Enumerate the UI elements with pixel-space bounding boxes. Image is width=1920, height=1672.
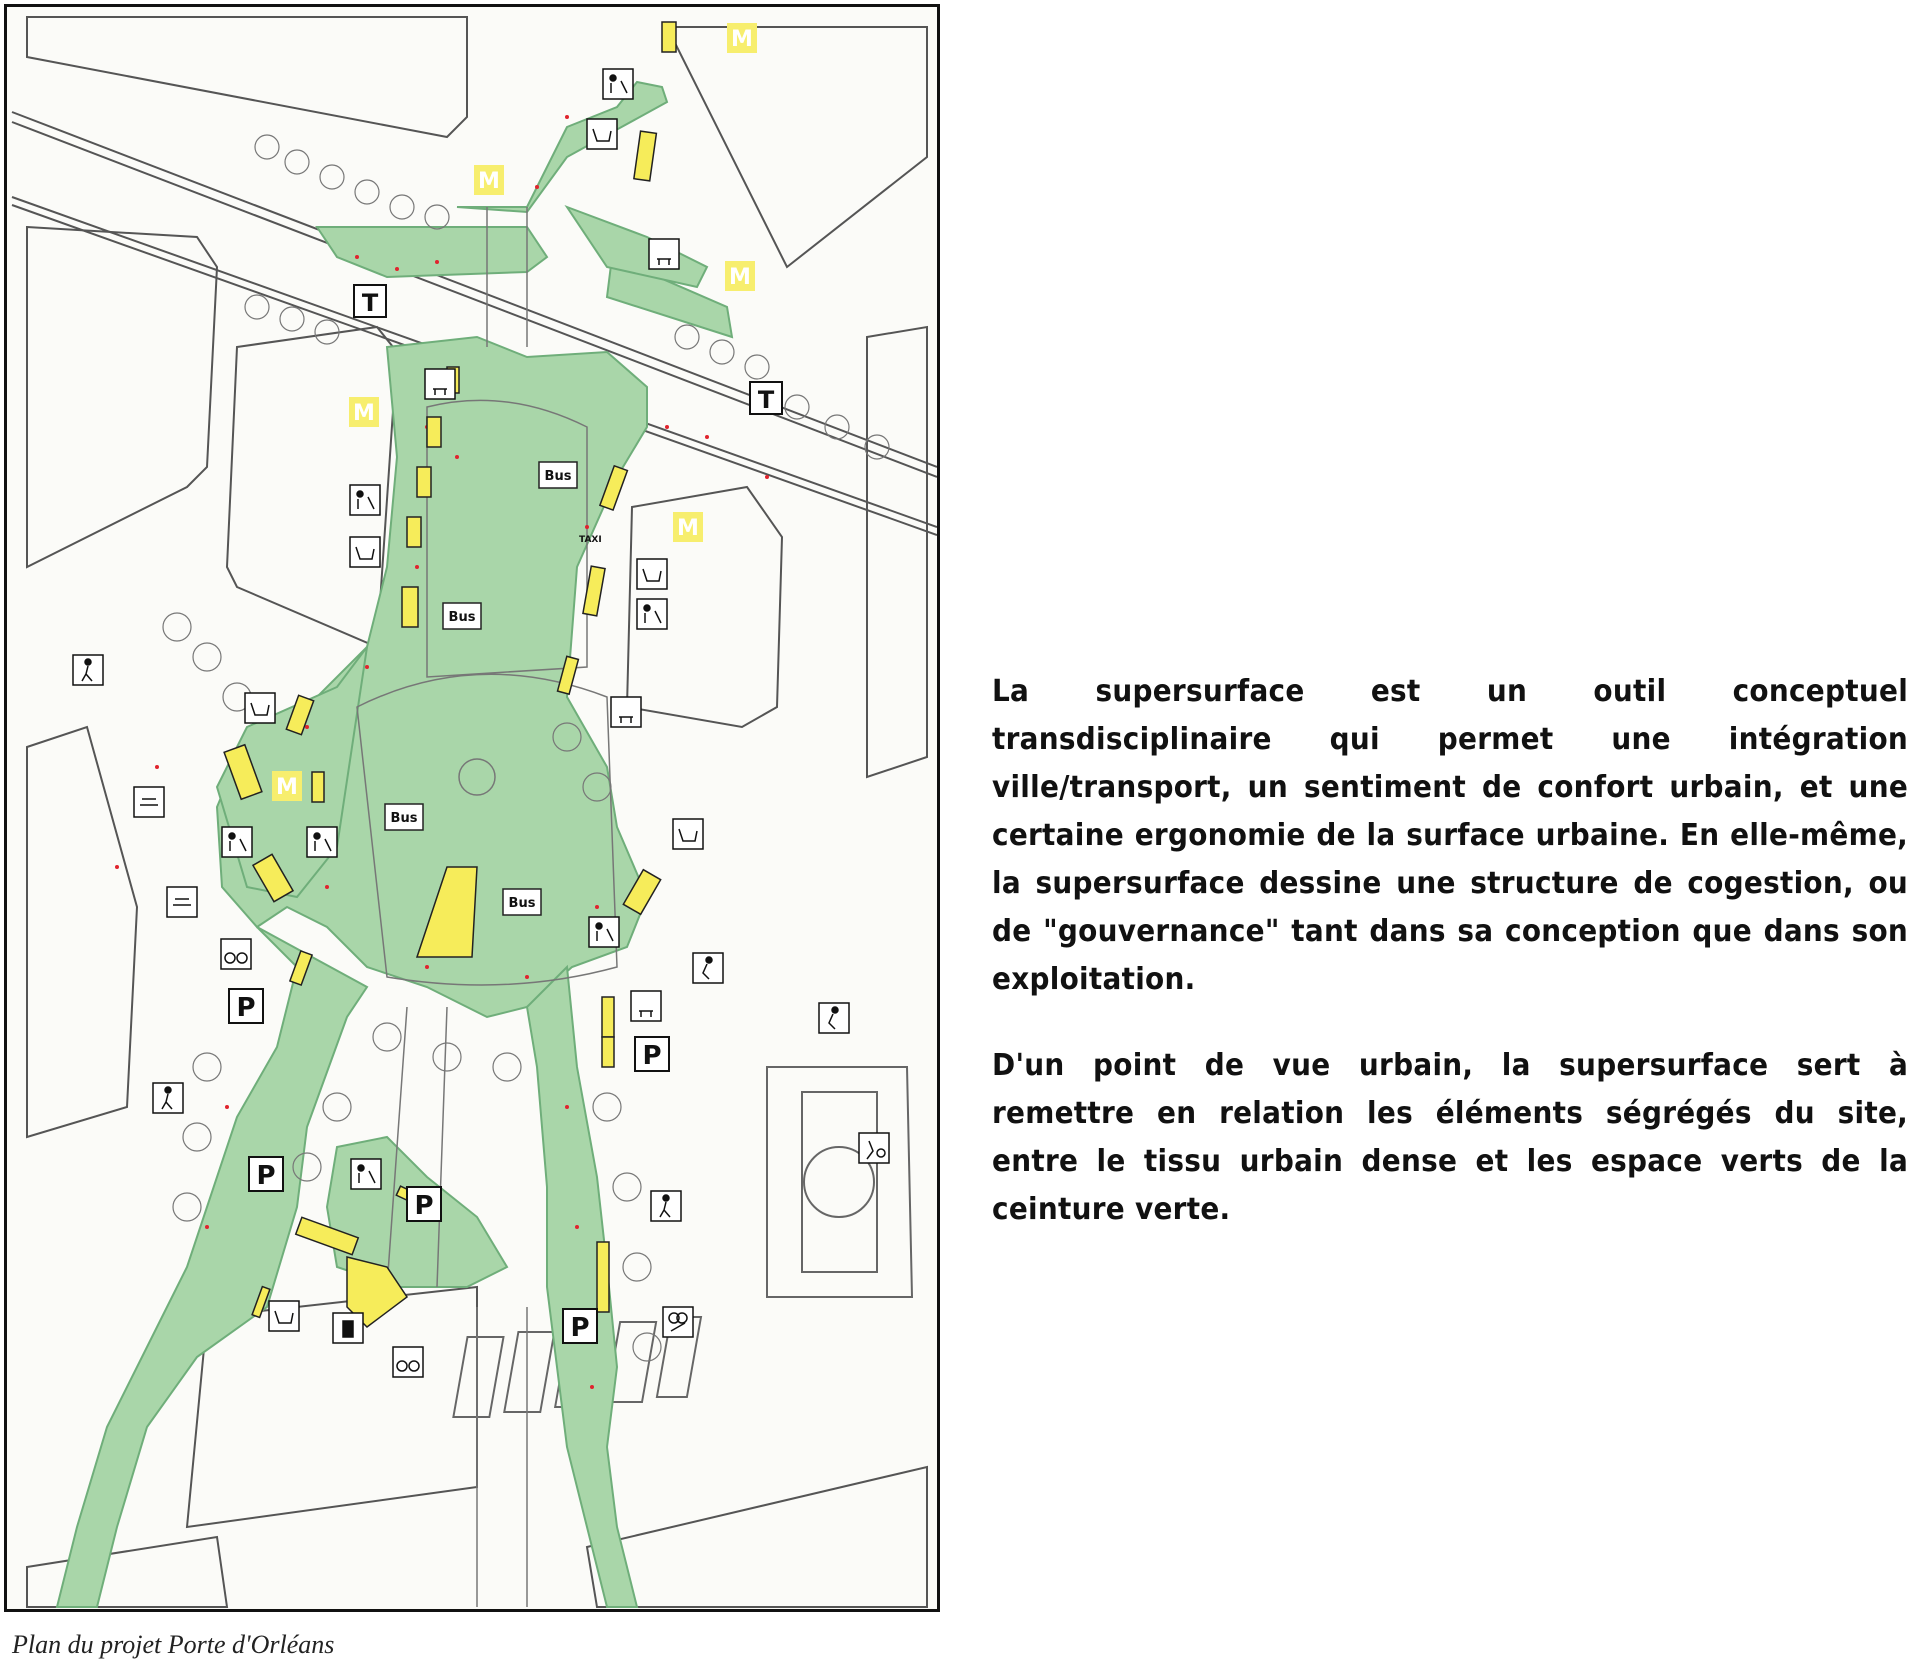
kiosk (312, 772, 324, 802)
tram-sign[interactable] (354, 285, 386, 317)
cafe-icon (222, 827, 252, 857)
pedestrian-icon (651, 1191, 681, 1221)
description-text (992, 668, 1908, 1272)
tram-sign[interactable] (750, 382, 782, 414)
metro-sign[interactable] (725, 261, 755, 291)
seating-icon (425, 369, 455, 399)
parking-sign[interactable] (563, 1309, 597, 1343)
svg-text:M: M (677, 516, 699, 541)
parking-sign[interactable] (229, 989, 263, 1023)
seating-icon (631, 991, 661, 1021)
svg-text:Bus: Bus (448, 610, 476, 625)
metro-sign[interactable] (272, 771, 302, 801)
block-north-east (667, 27, 927, 267)
svg-text:M: M (353, 401, 375, 426)
bus-stop[interactable] (443, 603, 481, 629)
supersurface (57, 82, 732, 1607)
metro-sign[interactable] (349, 397, 379, 427)
svg-text:T: T (361, 289, 379, 317)
metro-sign[interactable] (474, 165, 504, 195)
bench-icon (167, 887, 197, 917)
block-south-far (27, 1537, 227, 1607)
svg-text:P: P (570, 1313, 590, 1343)
svg-text:P: P (642, 1041, 662, 1071)
seating-icon (649, 239, 679, 269)
block-west (27, 227, 217, 567)
block-south-west (27, 727, 137, 1137)
tennis-icon (663, 1307, 693, 1337)
svg-text:M: M (276, 775, 298, 800)
svg-text:M: M (478, 169, 500, 194)
shopping-cart-icon (587, 119, 617, 149)
shopping-cart-icon (350, 537, 380, 567)
svg-text:T: T (757, 386, 775, 414)
svg-text:P: P (256, 1161, 276, 1191)
kiosk (602, 997, 614, 1037)
bus-stop[interactable] (385, 804, 423, 830)
block-north-west (27, 17, 467, 137)
kiosk (662, 22, 676, 52)
paragraph-2: D'un point de vue urbain, la supersurface sert à remettre en relation les éléments ségrégés du site, entre le tissu urbain dense et les espace verts de la ceinture verte. (992, 1048, 1909, 1227)
svg-text:Bus: Bus (508, 896, 536, 911)
svg-text:Bus: Bus (390, 811, 418, 826)
kiosk (402, 587, 418, 627)
sports-fields (453, 1067, 912, 1417)
cafe-icon (589, 917, 619, 947)
bus-stop[interactable] (503, 889, 541, 915)
pedestrian-icon (73, 655, 103, 685)
metro-sign[interactable] (727, 23, 757, 53)
kiosk (427, 417, 441, 447)
shopping-cart-icon (245, 693, 275, 723)
cafe-icon (350, 485, 380, 515)
shopping-cart-icon (269, 1301, 299, 1331)
svg-text:P: P (414, 1191, 434, 1221)
parking-sign[interactable] (249, 1157, 283, 1191)
map-caption: Plan du projet Porte d'Orléans (12, 1630, 335, 1659)
pedestrian-icon (153, 1083, 183, 1113)
block-south-east (587, 1467, 927, 1607)
block-east (867, 327, 927, 777)
svg-text:M: M (731, 27, 753, 52)
taxi-sign[interactable] (579, 535, 602, 545)
svg-text:Bus: Bus (544, 469, 572, 484)
kiosk (407, 517, 421, 547)
svg-text:M: M (729, 265, 751, 290)
supersurface-south-west (57, 927, 367, 1607)
metro-sign[interactable] (673, 512, 703, 542)
supersurface-south-east (527, 967, 637, 1607)
kiosk (602, 1037, 614, 1067)
cafe-icon (307, 827, 337, 857)
svg-text:TAXI: TAXI (579, 535, 602, 545)
kiosk (634, 131, 657, 181)
sports-icon (819, 1003, 849, 1033)
bench-icon (134, 787, 164, 817)
kiosk (597, 1242, 609, 1312)
parking-sign[interactable] (635, 1037, 669, 1071)
football-icon (859, 1133, 889, 1163)
cafe-icon (603, 69, 633, 99)
paragraph-1: La supersurface est un outil conceptuel transdisciplinaire qui permet une intégration ville/transport, un sentiment de confort urbain, et une certaine ergonomie de la surface urbaine. En elle-même, la supersurface dessine une structure de cogestion, ou de "gouvernance" tant dans sa conception que dans son exploitation. (992, 674, 1909, 997)
sports-icon (693, 953, 723, 983)
svg-text:P: P (236, 993, 256, 1023)
site-plan-drawing (7, 7, 937, 1609)
shopping-cart-icon (673, 819, 703, 849)
supersurface-north-strip (317, 227, 547, 277)
shopping-cart-icon (637, 559, 667, 589)
cafe-icon (351, 1159, 381, 1189)
parking-sign[interactable] (407, 1187, 441, 1221)
bus-stop[interactable] (539, 462, 577, 488)
bicycle-icon (393, 1347, 423, 1377)
seating-icon (611, 697, 641, 727)
kiosk (417, 467, 431, 497)
site-plan-map (4, 4, 940, 1612)
cafe-icon (637, 599, 667, 629)
fuel-icon (333, 1313, 363, 1343)
bicycle-icon (221, 939, 251, 969)
